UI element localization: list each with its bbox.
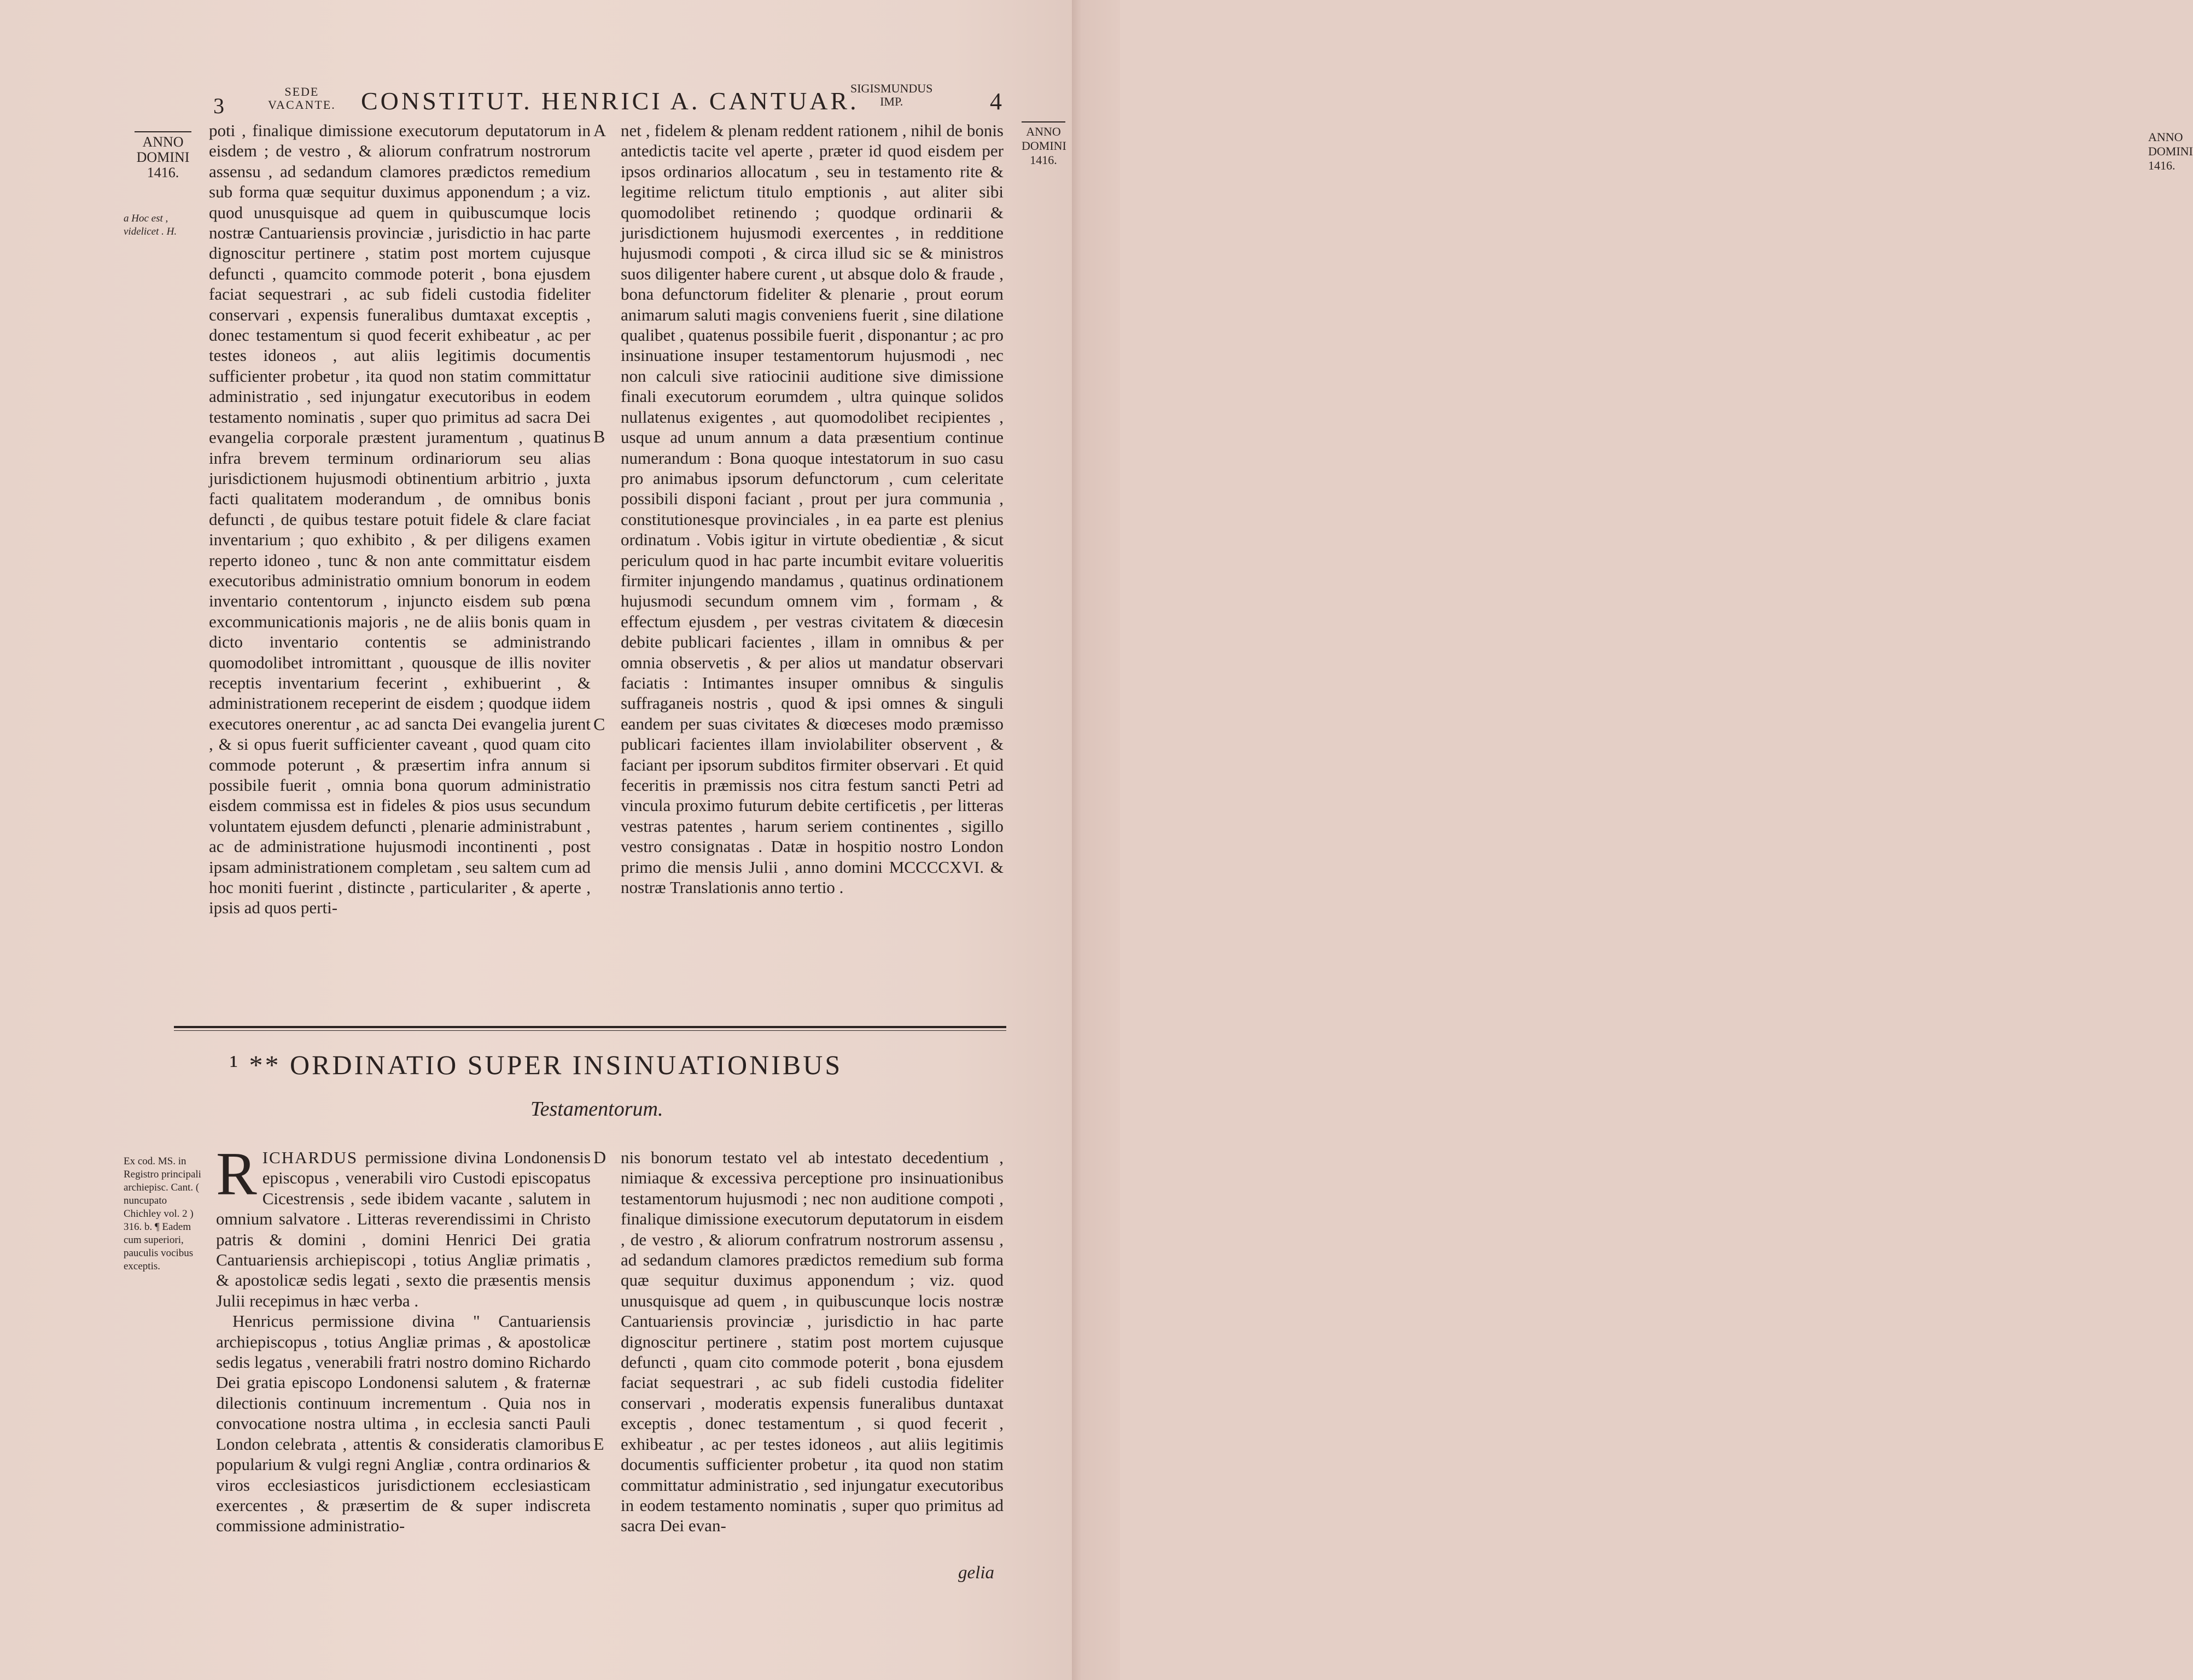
top-left-text: poti , finalique dimissione executorum deputatorum in eisdem ; de vestro , & aliorum confratrum nostrorum assensu , ad sedandum clamores prædictos remedium sub forma quæ sequitur duximus apponendum ; a viz. quod unusquisque ad quem in quibuscumque locis nostræ Cantuariensis provinciæ , jurisdictio in hac parte dignoscitur pertinere , statim post mortem cujusque defuncti , quamcito commode poterit , bona ejusdem faciat sequestrari , ac sub fideli custodia fideliter conservari , expensis funeralibus dumtaxat exceptis , donec testamentum si quod fecerit exhibeatur , ac per testes idoneos , aut aliis legitimis documentis sufficienter probetur , ita quod non statim committatur administratio , sed injungatur executoribus in eodem testamento nominatis , super quo primitus ad sacra Dei evangelia corporale præstent juramentum , quatinus infra brevem terminum ordinariorum seu alias jurisdictionem hujusmodi obtinentium arbitrio , juxta facti qualitatem moderandum , de omnibus bonis defuncti , de quibus testare potuit fidele & clare faciat inventarium ; quo exhibito , & per diligens examen reperto idoneo , tunc & non ante committatur eisdem executoribus administratio omnium bonorum in eodem inventario contentorum , injuncto eisdem sub pœna excommunicationis majoris , ne de aliis bonis quam in dicto inventario contentis se administrando quomodolibet intromittant , quousque de illis noviter receptis inventarium fecerint , exhibuerint , & administrationem receperint de eisdem ; quodque iidem executores onerentur , ac ad sancta Dei evangelia jurent , & si opus fuerit sufficienter caveant , quod quam cito commode poterunt , & præsertim infra annum si possibile fuerit , omnia bona quorum administratio eisdem commissa est in fideles & pios usus secundum voluntatem ejusdem defuncti , plenarie administrabunt , ac de administratione hujusmodi incontinenti , post ipsam administrationem completam , seu saltem cum ad hoc moniti fuerint , distincte , particulariter , & aperte , ipsis ad quos perti- [209, 121, 591, 918]
anno-domini-margin-right [1022, 121, 1065, 167]
sig-line-1: SIGISMUNDUS [850, 81, 933, 95]
first-word: ICHARDUS [262, 1148, 358, 1167]
header-sigismundus [850, 82, 932, 108]
page-number-left: 3 [213, 94, 224, 118]
anno-word-facing: ANNO [2148, 130, 2183, 144]
section-heading [230, 1049, 995, 1081]
section-divider-thin [174, 1030, 1006, 1031]
bottom-right-column [621, 1147, 1004, 1536]
domini-word: DOMINI [136, 149, 190, 165]
anno-domini-margin-left [130, 131, 196, 180]
anno-year-right: 1416. [1030, 153, 1057, 167]
anno-domini-facing-page [2148, 130, 2192, 173]
margin-letter-a: A [593, 120, 606, 140]
side-note-ex-codice: Ex cod. MS. in Registro principali archiepisc. Cant. ( nuncupato Chichley vol. 2 ) 316. b. ¶ Eadem cum superiori, pauculis vocibus exceptis. [124, 1156, 201, 1272]
bottom-left-para-2: Henricus permissione divina " Cantuariensis archiepiscopus , totius Angliæ primas , & apostolicæ sedis legatus , venerabili fratri nostro domino Richardo Dei gratia episcopo Londonensi salutem , & fraternæ dilectionis continuum incrementum . Quia nos in convocatione nostra ultima , in ecclesia sancti Pauli London celebrata , attentis & consideratis clamoribus popularium & vulgi regni Angliæ , contra ordinarios & viros ecclesiasticos jurisdictionem ecclesiasticam exercentes , & præsertim de & super indiscreta commissione administratio- [216, 1311, 591, 1536]
page-number-right: 4 [990, 88, 1002, 115]
section-marks: ¹ ** [230, 1049, 290, 1080]
top-right-column [621, 120, 1004, 897]
anno-word-right: ANNO [1026, 125, 1061, 138]
running-header [208, 82, 1017, 120]
bottom-left-column [216, 1140, 591, 1536]
header-title: CONSTITUT. HENRICI A. CANTUAR. [361, 87, 859, 115]
anno-year: 1416. [147, 165, 179, 180]
section-divider-thick [174, 1026, 1006, 1028]
drop-cap: R [216, 1140, 257, 1208]
sede-line-2: VACANTE. [268, 98, 336, 112]
anno-rule [135, 131, 191, 132]
bottom-left-para-1 [216, 1140, 591, 1311]
top-left-column [209, 120, 591, 918]
section-subtitle: Testamentorum. [530, 1098, 663, 1121]
domini-word-right: DOMINI [1022, 139, 1066, 153]
margin-letter-d: D [593, 1147, 606, 1167]
bottom-left-para-1-text: permissione divina Londonensis episcopus , venerabili viro Custodi episcopatus Cicestrensis , sede ibidem vacante , salutem in omnium salvatore . Litteras reverendissimi in Christo patris & domini , domini Henrici Dei gratia Cantuariensis archiepiscopi , totius Angliæ primatis , & apostolicæ sedis legati , sexto die præsentis mensis Julii recepimus in hæc verba . [216, 1148, 591, 1310]
margin-letter-b: B [593, 427, 605, 446]
margin-letter-e: E [593, 1434, 604, 1454]
sede-line-1: SEDE [284, 85, 319, 98]
catchword: gelia [958, 1563, 994, 1583]
top-right-text: net , fidelem & plenam reddent rationem , nihil de bonis antedictis tacite vel aperte , præter id quod eisdem per ipsos ordinarios allocatum , seu in testamento rite & legitime relictum titulo emptionis , aut aliter sibi quomodolibet retinendo ; quodque ordinarii & jurisdictionem hujusmodi exercentes , in redditione hujusmodi compoti , & circa illud sic se & ministros suos diligenter habere curent , ut absque dolo & fraude , bona defunctorum fideliter & plenarie , prout eorum animarum saluti magis conveniens fuerit , sine dilatione qualibet , quatenus possibile fuerit , disponantur ; ac pro insinuatione insuper testamentorum hujusmodi , nec non calculi sive ratiocinii auditione sive dimissione finali executorum eorumdem , ultra quinque solidos nullatenus exigentes , aut quomodolibet recipientes , usque ad unum annum a data præsentium continue numerandum : Bona quoque intestatorum in suo casu pro animabus ipsorum defunctorum , cum celeritate possibili disponi faciant , prout per jura communia , constitutionesque provinciales , in ea parte est plenius ordinatum . Vobis igitur in virtute obedientiæ , & sicut periculum quod in hac parte incumbit evitare volueritis firmiter injungendo mandamus , quatinus ordinationem hujusmodi secundum omnem vim , formam , & effectum ejusdem , per vestras civitatem & diœcesin debite publicari facientes , illam in omnibus & per omnia observetis , & per alios ut mandatur observari faciatis : Intimantes insuper omnibus & singulis suffraganeis nostris , quod & ipsi omnes & singuli eandem per suas civitates & diœceses modo præmisso publicari facientes illam inviolabiliter observent , & faciant per ipsorum subditos firmiter observari . Et quid feceritis in præmissis nos citra festum sancti Petri ad vincula proximo futurum debite certificetis , per litteras vestras patentes , harum seriem continentes , sigillo vestro consignatas . Datæ in hospitio nostro London primo die mensis Julii , anno domini MCCCCXVI. & nostræ Translationis anno tertio . [621, 121, 1004, 897]
margin-letter-c: C [593, 714, 605, 734]
anno-rule-right [1022, 121, 1065, 122]
bottom-right-text: nis bonorum testato vel ab intestato decedentium , nimiaque & excessiva perceptione pro insinuationibus testamentorum hujusmodi ; nec non auditione compoti , finalique dimissione executorum deputatorum in eisdem , de vestro , & aliorum confratrum nostrorum assensu , ad sedandum clamores prædictos remedium sub forma quæ sequitur duximus apponendum ; viz. quod unusquisque ad quem , in quibuscunque locis nostræ Cantuariensis provinciæ , jurisdictio in hac parte dignoscitur pertinere , statim post mortem cujusque defuncti , quam cito commode poterit , bona ejusdem faciat sequestrari , ac sub fideli custodia fideliter conservari , moderatis expensis funeralibus duntaxat exceptis , donec testamentum , si quod fecerit , exhibeatur , ac per testes idoneos , aut aliis legitimis documentis sufficienter probetur , ita quod non statim committatur administratio , sed injungatur executoribus in eodem testamento nominatis , super quo primitus ad sacra Dei evan- [621, 1148, 1004, 1536]
facing-page-edge [1072, 0, 2193, 1680]
domini-word-facing: DOMINI [2148, 144, 2193, 158]
anno-year-facing: 1416. [2148, 159, 2175, 172]
header-sede-vacante [268, 85, 336, 112]
sig-line-2: IMP. [880, 95, 903, 108]
anno-word: ANNO [142, 134, 184, 150]
side-note-hoc-est: a Hoc est , videlicet . H. [124, 213, 177, 237]
section-title-text: ORDINATIO SUPER INSINUATIONIBUS [290, 1049, 843, 1080]
